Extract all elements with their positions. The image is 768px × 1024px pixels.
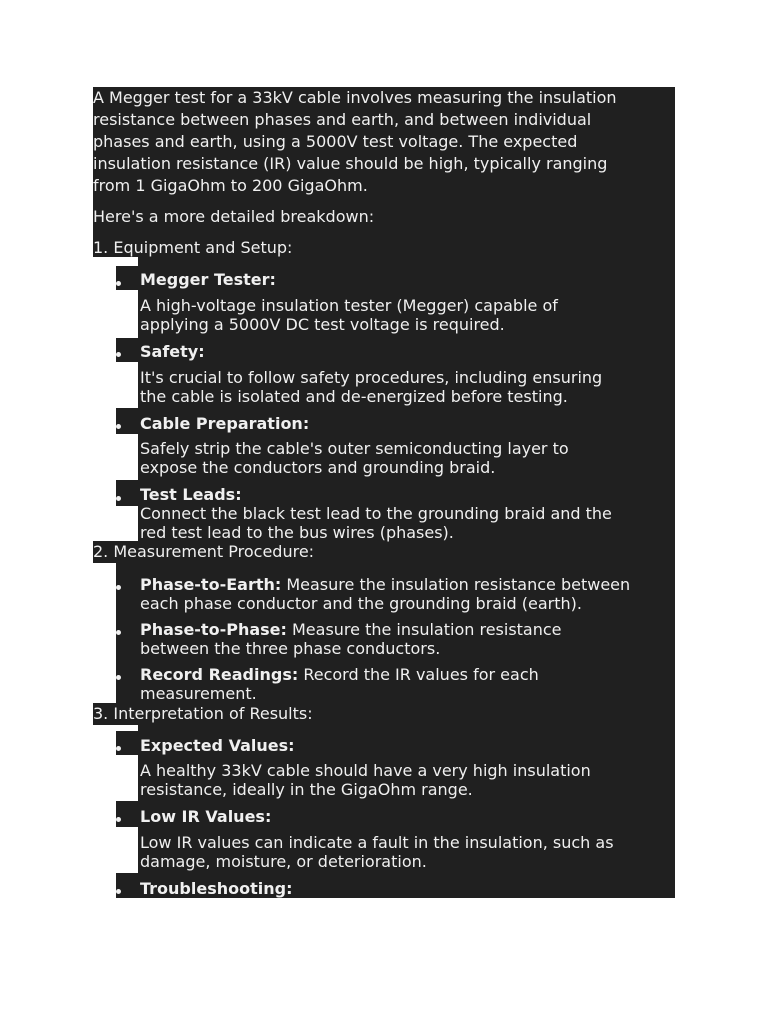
- section-heading: 2. Measurement Procedure:: [93, 542, 315, 561]
- item-line: [140, 574, 630, 596]
- item-title: Megger Tester:: [140, 270, 276, 289]
- item-line: [140, 619, 562, 641]
- highlight-block-bullet-5: [116, 731, 138, 755]
- highlight-block-bullet-6: [116, 801, 138, 827]
- intro-line: A Megger test for a 33kV cable involves measuring the insulation: [93, 88, 617, 107]
- item-body: applying a 5000V DC test voltage is required.: [140, 315, 505, 334]
- bullet-dot: [116, 630, 121, 635]
- highlight-block-bullet-1: [116, 266, 138, 290]
- item-inline: Record the IR values for each: [298, 665, 539, 684]
- bullet-dot: [116, 817, 121, 822]
- bullet-dot: [116, 352, 121, 357]
- item-body: Connect the black test lead to the grounding braid and the: [140, 504, 612, 523]
- item-title: Test Leads:: [140, 485, 242, 504]
- intro-line: insulation resistance (IR) value should be high, typically ranging: [93, 154, 608, 173]
- intro-line: resistance between phases and earth, and between individual: [93, 110, 592, 129]
- item-body: resistance, ideally in the GigaOhm range.: [140, 780, 473, 799]
- highlight-block-bullet-7: [116, 873, 138, 898]
- item-title: Low IR Values:: [140, 807, 272, 826]
- intro-line: phases and earth, using a 5000V test voltage. The expected: [93, 132, 578, 151]
- item-title: Phase-to-Earth:: [140, 575, 282, 594]
- bullet-dot: [116, 496, 121, 501]
- item-body: red test lead to the bus wires (phases).: [140, 523, 454, 542]
- item-title: Safety:: [140, 342, 205, 361]
- highlight-block-bullet-4: [116, 480, 138, 506]
- item-title: Troubleshooting:: [140, 879, 293, 898]
- item-line: [140, 664, 539, 686]
- item-body: between the three phase conductors.: [140, 639, 441, 658]
- item-title: Record Readings:: [140, 665, 299, 684]
- bullet-dot: [116, 424, 121, 429]
- item-body: damage, moisture, or deterioration.: [140, 852, 427, 871]
- bullet-dot: [116, 746, 121, 751]
- bullet-dot: [116, 675, 121, 680]
- item-body: It's crucial to follow safety procedures, including ensuring: [140, 368, 603, 387]
- item-body: expose the conductors and grounding braid.: [140, 458, 496, 477]
- item-body: Low IR values can indicate a fault in the insulation, such as: [140, 833, 614, 852]
- item-title: Expected Values:: [140, 736, 295, 755]
- item-title: Cable Preparation:: [140, 414, 310, 433]
- section-heading: 3. Interpretation of Results:: [93, 704, 313, 723]
- item-body: each phase conductor and the grounding braid (earth).: [140, 594, 582, 613]
- breakdown-text: Here's a more detailed breakdown:: [93, 207, 375, 226]
- item-inline: Measure the insulation resistance between: [281, 575, 631, 594]
- item-body: A healthy 33kV cable should have a very high insulation: [140, 761, 591, 780]
- item-body: the cable is isolated and de-energized before testing.: [140, 387, 568, 406]
- section-heading: 1. Equipment and Setup:: [93, 238, 293, 257]
- highlight-block-bullet-2: [116, 338, 138, 362]
- item-inline: Measure the insulation resistance: [286, 620, 562, 639]
- bullet-dot: [116, 281, 121, 286]
- item-title: Phase-to-Phase:: [140, 620, 287, 639]
- item-body: measurement.: [140, 684, 257, 703]
- intro-line: from 1 GigaOhm to 200 GigaOhm.: [93, 176, 368, 195]
- item-body: Safely strip the cable's outer semiconducting layer to: [140, 439, 569, 458]
- bullet-dot: [116, 889, 121, 894]
- item-body: A high-voltage insulation tester (Megger) capable of: [140, 296, 558, 315]
- bullet-dot: [116, 585, 121, 590]
- highlight-block-bullet-3: [116, 408, 138, 434]
